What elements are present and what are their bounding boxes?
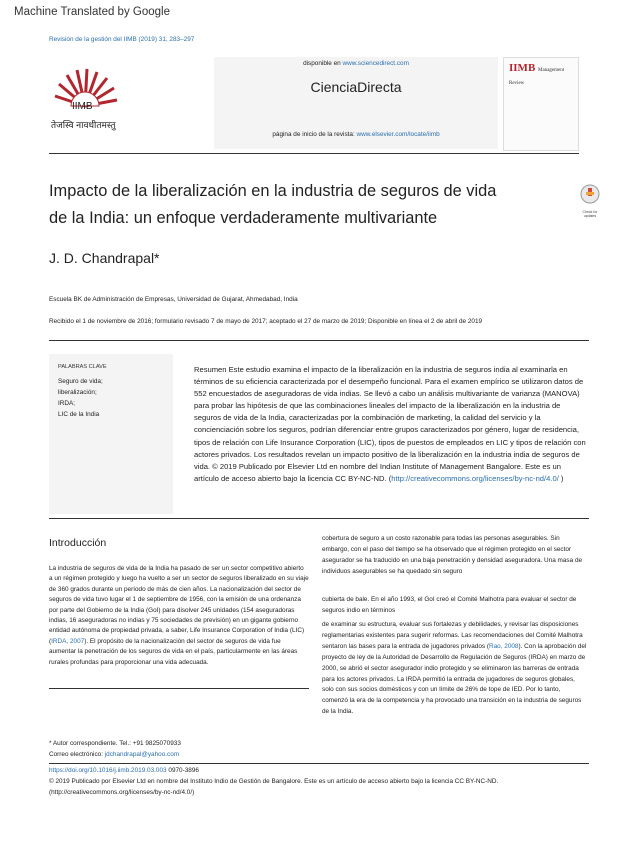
dates-rule bbox=[49, 340, 589, 341]
cover-title: IIMB Management Review bbox=[509, 62, 565, 86]
header-rule bbox=[49, 153, 579, 154]
crossmark-label: Check for updates bbox=[582, 210, 598, 218]
article-title bbox=[49, 178, 519, 232]
machine-translation-banner: Machine Translated by Google bbox=[14, 6, 170, 18]
license-footer-link[interactable]: (http://creativecommons.org/licenses/by-nc-nd/4.0/) bbox=[49, 789, 195, 796]
keyword-item: LIC de la India bbox=[58, 411, 100, 418]
title-line-1: Impacto de la liberalización en la industria de seguros de vida bbox=[49, 182, 497, 200]
citation-link[interactable]: IRDA, 2007 bbox=[51, 637, 85, 645]
available-at: disponible en www.sciencedirect.com bbox=[303, 60, 409, 67]
crossmark-icon bbox=[579, 183, 601, 205]
citation-link[interactable]: Rao, 2008 bbox=[488, 642, 519, 650]
email-line: Correo electrónico: jdchandrapal@yahoo.com bbox=[49, 751, 180, 758]
keyword-item: Seguro de vida; bbox=[58, 378, 103, 385]
abstract: Resumen Este estudio examina el impacto de la liberalización en la industria de seguros india al examinarla en términos de su eficiencia caracterizada por el desempeño funcional. Para el examen empírico se utilizaron datos de 552 encuestados de aseguradoras de vida indias. Se llevó a cabo un análisis multivariante de varianza (MANOVA) para probar las hipótesis de que las combinaciones lineales del impacto de la liberalización en la industria de seguros de vida de la India, caracterizadas por la combinación de marketing, la calidad del servicio y la concienciación sobre los seguros, podrían diferenciar entre grupos caracterizados por género, lugar de residencia, tipos de relación con Life Insurance Corporation (LIC), tipos de puestos de empleados en LIC y tipos de relación con actores privados. Los resultados revelan un impacto positivo de la liberalización en la industria india de seguros de vida. © 2019 Publicado por Elsevier Ltd en nombre del Indian Institute of Management Bangalore. Este es un artículo de acceso abierto bajo la licencia CC BY-NC-ND. (http://creativecommons.org/licenses/by-nc-nd/4.0/ ) bbox=[194, 365, 586, 483]
copyright: © 2019 Publicado por Elsevier Ltd en nombre del Instituto Indio de Gestión de Bangalore. Este es un artículo de acceso abierto bajo la licencia CC BY-NC-ND. bbox=[49, 778, 499, 785]
article-dates: Recibido el 1 de noviembre de 2016; formulario revisado 7 de mayo de 2017; aceptado el 27 de marzo de 2019; Disponible en línea el 2 de abril de 2019 bbox=[49, 318, 483, 325]
doi-line: https://doi.org/10.1016/j.iimb.2019.03.003 0970-3896 bbox=[49, 767, 199, 774]
publisher-name: CienciaDirecta bbox=[310, 79, 402, 95]
keyword-item: liberalización; bbox=[58, 389, 97, 396]
column2-paragraph-2: cubierta de bale. En el año 1993, el GoI creó el Comité Malhotra para evaluar el sector de seguros indio en términos bbox=[322, 596, 577, 614]
logo-name: IIMB bbox=[72, 101, 93, 112]
journal-reference[interactable]: Revisión de la gestión del IIMB (2019) 31, 283–297 bbox=[49, 36, 195, 43]
homepage-link[interactable]: www.elsevier.com/locate/iimb bbox=[356, 131, 440, 138]
column2-paragraph-3: de examinar su estructura, evaluar sus fortalezas y debilidades, y revisar las disposiciones reglamentarias existentes para sugerir reformas. Las recomendaciones del Comité Malhotra sentaron las bases para la entrada de jugadores privados (Rao, 2008). Con la aprobación del proyecto de ley de la Autoridad de Desarrollo de Regulación de Seguros (IRDA) en marzo de 2000, se abrió el sector asegurador indio protegido y se eliminaron las barreras de entrada para los actores privados. La IRDA permitió la entrada de jugadores de seguros globales, solo con sus socios domésticos y con un límite de 26% de tope de IED. Por lo tanto, comenzó la era de la competencia y ha provocado una transición en la industria de seguros de la India. bbox=[322, 621, 587, 716]
column2-paragraph-1: cobertura de seguro a un costo razonable para todas las personas asegurables. Sin embargo, con el paso del tiempo se ha observado que el régimen protegido en el sector asegurador se ha traducido en una baja penetración y densidad aseguradora. Una masa de individuos asegurables se ha quedado sin seguro bbox=[322, 535, 583, 575]
section-heading-introduction: Introducción bbox=[49, 537, 107, 549]
title-line-2: de la India: un enfoque verdaderamente multivariante bbox=[49, 209, 438, 227]
affiliation: Escuela BK de Administración de Empresas, Universidad de Gujarat, Ahmedabad, India bbox=[49, 296, 298, 303]
keywords-heading: PALABRAS CLAVE bbox=[58, 364, 107, 370]
journal-homepage: página de inicio de la revista: www.elsevier.com/locate/iimb bbox=[272, 131, 440, 138]
footnote-rule bbox=[49, 688, 309, 689]
license-link[interactable]: http://creativecommons.org/licenses/by-nc-nd/4.0/ bbox=[391, 473, 559, 483]
intro-paragraph: La industria de seguros de vida de la India ha pasado de ser un sector competitivo abierto a un régimen protegido y luego ha vuelto a ser un sector de seguros liberalizado en su viaje de 360 grados durante un período de más de cien años. La nacionalización del sector de seguros de vida tuvo lugar el 1 de septiembre de 1956, con la emisión de una ordenanza por parte del Gobierno de la India (GoI) para disolver 245 unidades (154 aseguradoras indias, 16 aseguradoras no indias y 75 sociedades de previsión) en un gigante gobierno entidad autónoma de propiedad privada, a saber, Life Insurance Corporation of India (LIC) (IRDA, 2007). El propósito de la nacionalización del sector de seguros de vida fue aumentar la penetración de los seguros de vida en el país, particularmente en las áreas rurales profundas para proporcionar una vida adecuada. bbox=[49, 565, 309, 666]
email-link[interactable]: jdchandrapal@yahoo.com bbox=[104, 751, 180, 758]
logo-motto: तेजस्वि नावधीतमस्तु bbox=[51, 120, 116, 130]
footer-rule bbox=[49, 763, 589, 764]
abstract-rule bbox=[49, 518, 589, 519]
author[interactable]: J. D. Chandrapal* bbox=[49, 250, 160, 266]
corresponding-author: * Autor correspondiente. Tel.: +91 9825070933 bbox=[49, 740, 181, 747]
keyword-item: IRDA; bbox=[58, 400, 76, 407]
doi-link[interactable]: https://doi.org/10.1016/j.iimb.2019.03.003 bbox=[49, 767, 167, 774]
crossmark-badge[interactable] bbox=[579, 183, 601, 218]
sciencedirect-link[interactable]: www.sciencedirect.com bbox=[342, 60, 409, 67]
